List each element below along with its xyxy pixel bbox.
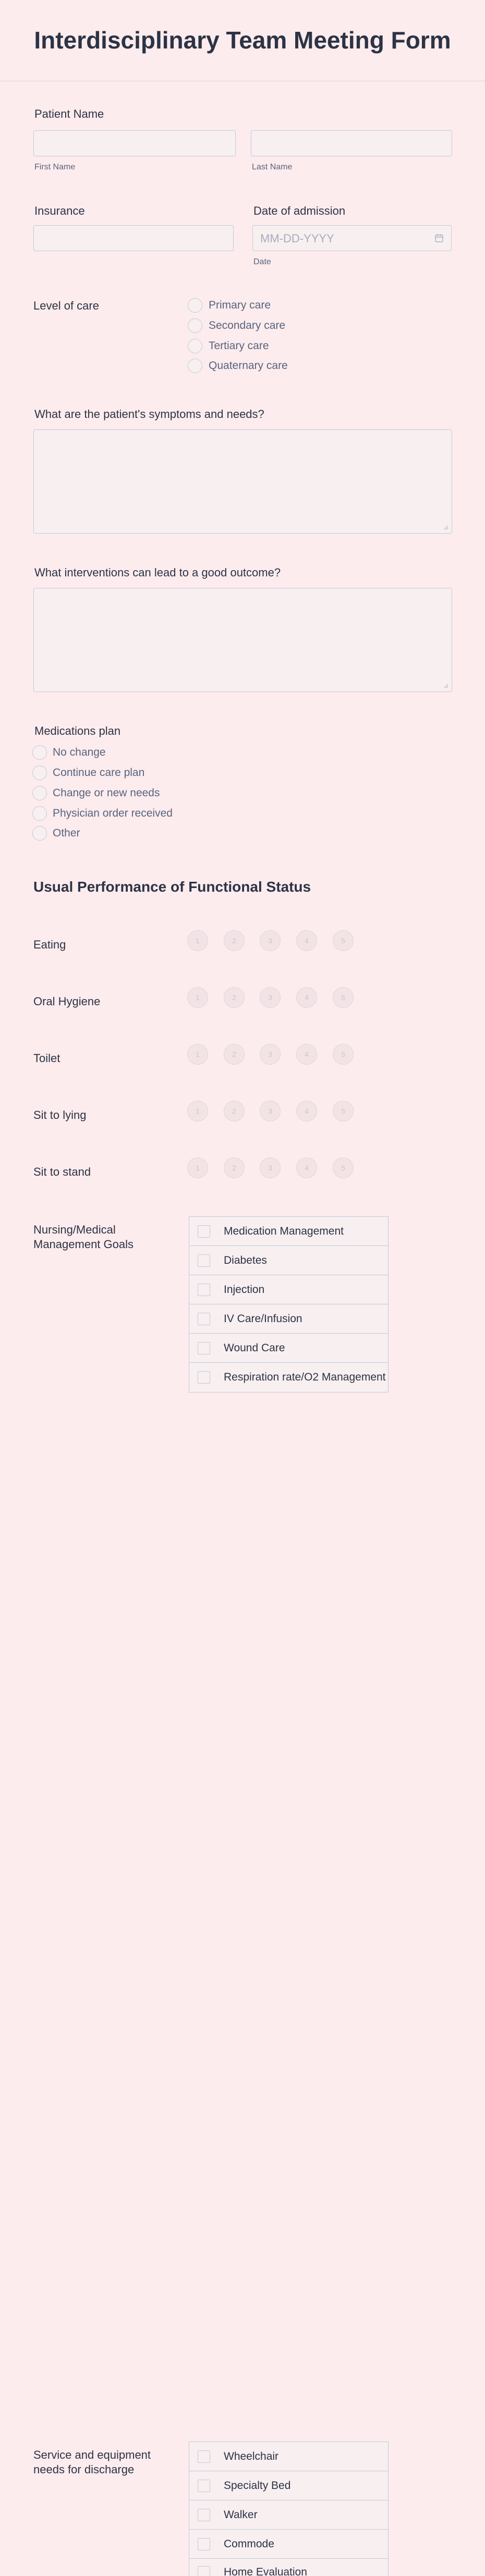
scale-option-oral-hygiene-2[interactable] bbox=[224, 987, 245, 1008]
checkbox[interactable] bbox=[198, 1313, 210, 1325]
scale-option-sit-to-stand-5[interactable] bbox=[333, 1157, 354, 1178]
checkbox-label: Wheelchair bbox=[224, 2450, 279, 2462]
checkbox[interactable] bbox=[198, 1254, 210, 1267]
scale-value: 3 bbox=[268, 993, 272, 1002]
scale-option-sit-to-stand-3[interactable] bbox=[260, 1157, 281, 1178]
scale-value: 1 bbox=[196, 936, 200, 945]
checkbox-row-specialty-bed[interactable] bbox=[189, 2471, 388, 2500]
first-name-sublabel: First Name bbox=[34, 163, 76, 171]
scale-row-label-sit-to-stand: Sit to stand bbox=[33, 1165, 91, 1178]
checkbox-label: Wound Care bbox=[224, 1341, 285, 1354]
level-of-care-label: Level of care bbox=[33, 299, 99, 312]
option-tertiary-care: Tertiary care bbox=[209, 340, 269, 352]
checkbox-label: Specialty Bed bbox=[224, 2479, 291, 2492]
checkbox-row-walker[interactable] bbox=[189, 2500, 388, 2530]
scale-option-oral-hygiene-5[interactable] bbox=[333, 987, 354, 1008]
resize-handle-icon[interactable] bbox=[443, 683, 448, 688]
scale-option-eating-2[interactable] bbox=[224, 930, 245, 951]
scale-option-eating-1[interactable] bbox=[187, 930, 208, 951]
scale-option-sit-to-lying-1[interactable] bbox=[187, 1101, 208, 1121]
scale-value: 1 bbox=[196, 993, 200, 1002]
scale-option-eating-5[interactable] bbox=[333, 930, 354, 951]
scale-option-sit-to-lying-2[interactable] bbox=[224, 1101, 245, 1121]
checkbox[interactable] bbox=[198, 2450, 210, 2463]
checkbox-row-injection[interactable] bbox=[189, 1275, 388, 1304]
scale-option-toilet-3[interactable] bbox=[260, 1044, 281, 1065]
scale-value: 1 bbox=[196, 1164, 200, 1172]
date-placeholder: MM-DD-YYYY bbox=[260, 232, 334, 245]
symptoms-textarea[interactable] bbox=[33, 429, 452, 534]
checkbox-label: Respiration rate/O2 Management bbox=[224, 1371, 386, 1383]
checkbox-row-commode[interactable] bbox=[189, 2530, 388, 2559]
scale-option-toilet-4[interactable] bbox=[296, 1044, 317, 1065]
scale-option-eating-4[interactable] bbox=[296, 930, 317, 951]
scale-option-eating-3[interactable] bbox=[260, 930, 281, 951]
checkbox[interactable] bbox=[198, 2538, 210, 2550]
scale-value: 4 bbox=[305, 936, 309, 945]
scale-row-label-toilet: Toilet bbox=[33, 1052, 60, 1065]
checkbox-row-medication-management[interactable] bbox=[189, 1217, 388, 1246]
medications-plan-label: Medications plan bbox=[34, 724, 121, 737]
scale-value: 4 bbox=[305, 1164, 309, 1172]
checkbox-label: Injection bbox=[224, 1283, 265, 1296]
option-quaternary-care: Quaternary care bbox=[209, 360, 288, 372]
scale-option-toilet-2[interactable] bbox=[224, 1044, 245, 1065]
radio-continue-care-plan[interactable] bbox=[32, 766, 47, 780]
discharge-checkbox-list bbox=[189, 2442, 389, 2576]
checkbox[interactable] bbox=[198, 2566, 210, 2576]
scale-option-oral-hygiene-1[interactable] bbox=[187, 987, 208, 1008]
radio-other[interactable] bbox=[32, 826, 47, 841]
scale-row-label-sit-to-lying: Sit to lying bbox=[33, 1108, 87, 1121]
radio-change-or-new-needs[interactable] bbox=[32, 786, 47, 800]
option-other: Other bbox=[53, 827, 80, 839]
option-secondary-care: Secondary care bbox=[209, 319, 286, 331]
scale-option-toilet-5[interactable] bbox=[333, 1044, 354, 1065]
scale-value: 3 bbox=[268, 1164, 272, 1172]
resize-handle-icon[interactable] bbox=[443, 525, 448, 530]
scale-value: 4 bbox=[305, 1107, 309, 1115]
checkbox-label: IV Care/Infusion bbox=[224, 1312, 302, 1325]
scale-value: 1 bbox=[196, 1050, 200, 1058]
form-header bbox=[0, 0, 485, 81]
admission-date-label: Date of admission bbox=[253, 204, 346, 217]
checkbox[interactable] bbox=[198, 2509, 210, 2521]
checkbox-row-iv-care[interactable] bbox=[189, 1304, 388, 1334]
scale-value: 3 bbox=[268, 1107, 272, 1115]
checkbox[interactable] bbox=[198, 1225, 210, 1238]
patient-name-label: Patient Name bbox=[34, 107, 104, 120]
scale-value: 2 bbox=[232, 1050, 236, 1058]
scale-value: 2 bbox=[232, 993, 236, 1002]
calendar-icon[interactable] bbox=[434, 233, 444, 243]
checkbox-label: Walker bbox=[224, 2508, 258, 2521]
checkbox[interactable] bbox=[198, 1371, 210, 1384]
radio-no-change[interactable] bbox=[32, 745, 47, 760]
checkbox-label: Diabetes bbox=[224, 1254, 267, 1266]
option-primary-care: Primary care bbox=[209, 299, 271, 311]
last-name-sublabel: Last Name bbox=[252, 163, 293, 171]
checkbox-label: Home Evaluation bbox=[224, 2566, 307, 2576]
first-name-input[interactable] bbox=[33, 130, 236, 156]
option-physician-order-received: Physician order received bbox=[53, 807, 173, 819]
checkbox-row-diabetes[interactable] bbox=[189, 1246, 388, 1275]
scale-value: 3 bbox=[268, 936, 272, 945]
radio-physician-order-received[interactable] bbox=[32, 806, 47, 821]
discharge-needs-label: Service and equipment needs for discharge bbox=[33, 2448, 151, 2476]
scale-value: 2 bbox=[232, 1107, 236, 1115]
radio-primary-care[interactable] bbox=[188, 298, 202, 313]
scale-option-sit-to-lying-4[interactable] bbox=[296, 1101, 317, 1121]
insurance-input[interactable] bbox=[33, 225, 234, 251]
scale-option-oral-hygiene-4[interactable] bbox=[296, 987, 317, 1008]
functional-status-heading: Usual Performance of Functional Status bbox=[33, 879, 311, 895]
checkbox-row-home-evaluation[interactable] bbox=[189, 2559, 388, 2576]
radio-secondary-care[interactable] bbox=[188, 318, 202, 333]
checkbox-label: Medication Management bbox=[224, 1225, 344, 1237]
scale-value: 4 bbox=[305, 1050, 309, 1058]
scale-option-sit-to-lying-3[interactable] bbox=[260, 1101, 281, 1121]
scale-value: 5 bbox=[341, 993, 345, 1002]
scale-option-sit-to-stand-4[interactable] bbox=[296, 1157, 317, 1178]
last-name-input[interactable] bbox=[251, 130, 452, 156]
scale-value: 2 bbox=[232, 936, 236, 945]
checkbox-row-wheelchair[interactable] bbox=[189, 2442, 388, 2471]
option-no-change: No change bbox=[53, 746, 106, 758]
scale-option-sit-to-lying-5[interactable] bbox=[333, 1101, 354, 1121]
checkbox-row-respiration[interactable] bbox=[189, 1363, 388, 1392]
scale-value: 4 bbox=[305, 993, 309, 1002]
goals-label: Nursing/Medical Management Goals bbox=[33, 1223, 134, 1251]
scale-option-sit-to-stand-1[interactable] bbox=[187, 1157, 208, 1178]
scale-option-toilet-1[interactable] bbox=[187, 1044, 208, 1065]
scale-value: 5 bbox=[341, 936, 345, 945]
scale-value: 5 bbox=[341, 1107, 345, 1115]
scale-row-label-oral-hygiene: Oral Hygiene bbox=[33, 995, 101, 1008]
scale-value: 5 bbox=[341, 1050, 345, 1058]
option-continue-care-plan: Continue care plan bbox=[53, 767, 145, 779]
checkbox[interactable] bbox=[198, 2480, 210, 2492]
admission-date-sublabel: Date bbox=[253, 257, 271, 266]
form-title: Interdisciplinary Team Meeting Form bbox=[34, 27, 451, 54]
scale-option-sit-to-stand-2[interactable] bbox=[224, 1157, 245, 1178]
radio-tertiary-care[interactable] bbox=[188, 339, 202, 353]
admission-date-input[interactable] bbox=[252, 225, 452, 251]
checkbox-row-wound-care[interactable] bbox=[189, 1334, 388, 1363]
option-change-or-new-needs: Change or new needs bbox=[53, 787, 160, 799]
checkbox[interactable] bbox=[198, 1342, 210, 1354]
checkbox[interactable] bbox=[198, 1284, 210, 1296]
scale-value: 1 bbox=[196, 1107, 200, 1115]
scale-value: 2 bbox=[232, 1164, 236, 1172]
scale-value: 5 bbox=[341, 1164, 345, 1172]
symptoms-label: What are the patient's symptoms and needs? bbox=[34, 408, 264, 421]
radio-quaternary-care[interactable] bbox=[188, 359, 202, 373]
goals-checkbox-list bbox=[189, 1216, 389, 1392]
scale-option-oral-hygiene-3[interactable] bbox=[260, 987, 281, 1008]
checkbox-label: Commode bbox=[224, 2537, 274, 2550]
scale-value: 3 bbox=[268, 1050, 272, 1058]
interventions-label: What interventions can lead to a good outcome? bbox=[34, 566, 281, 579]
interventions-textarea[interactable] bbox=[33, 588, 452, 692]
scale-row-label-eating: Eating bbox=[33, 938, 66, 951]
insurance-label: Insurance bbox=[34, 204, 85, 217]
